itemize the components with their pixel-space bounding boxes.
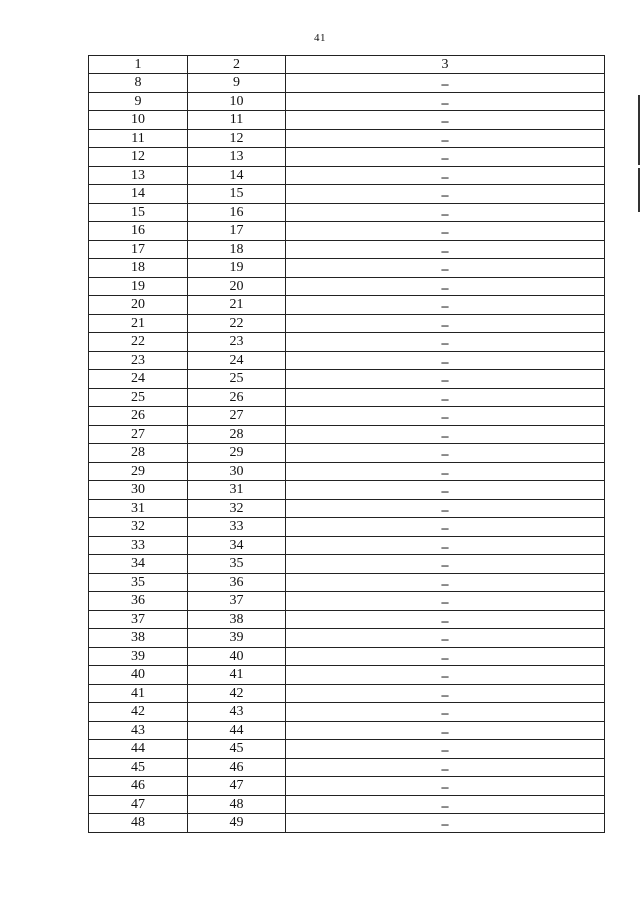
table-cell-col-2: 47 bbox=[188, 777, 286, 796]
table-cell-col-2: 28 bbox=[188, 425, 286, 444]
table-row bbox=[89, 629, 605, 648]
table-cell-col-1: 38 bbox=[89, 629, 188, 648]
dash-mark: – bbox=[441, 225, 449, 241]
table-cell-col-2: 15 bbox=[188, 185, 286, 204]
table-cell-col-1: 24 bbox=[89, 370, 188, 389]
table-cell-col-2: 11 bbox=[188, 111, 286, 130]
table-cell-col-1: 11 bbox=[89, 129, 188, 148]
page-number: 41 bbox=[314, 32, 326, 44]
table-row bbox=[89, 314, 605, 333]
table-cell-col-2: 17 bbox=[188, 222, 286, 241]
table-cell-col-3 bbox=[286, 684, 605, 703]
table-row bbox=[89, 555, 605, 574]
table-cell-col-1: 14 bbox=[89, 185, 188, 204]
dash-mark: – bbox=[441, 114, 449, 130]
table-cell-col-3 bbox=[286, 592, 605, 611]
table-cell-col-1: 25 bbox=[89, 388, 188, 407]
table-cell-col-2: 36 bbox=[188, 573, 286, 592]
dash-mark: – bbox=[441, 132, 449, 148]
table-row bbox=[89, 333, 605, 352]
dash-mark: – bbox=[441, 669, 449, 685]
table-cell-col-2: 42 bbox=[188, 684, 286, 703]
table-row bbox=[89, 740, 605, 759]
table-cell-col-2: 45 bbox=[188, 740, 286, 759]
table-cell-col-1: 47 bbox=[89, 795, 188, 814]
table-cell-col-1: 30 bbox=[89, 481, 188, 500]
table-cell-col-2: 32 bbox=[188, 499, 286, 518]
table-cell-col-3 bbox=[286, 388, 605, 407]
dash-mark: – bbox=[441, 169, 449, 185]
table-row bbox=[89, 407, 605, 426]
table-cell-col-3 bbox=[286, 222, 605, 241]
table-row bbox=[89, 222, 605, 241]
dash-mark: – bbox=[441, 243, 449, 259]
table-cell-col-1: 27 bbox=[89, 425, 188, 444]
table-row bbox=[89, 536, 605, 555]
dash-mark: – bbox=[441, 595, 449, 611]
table-row bbox=[89, 592, 605, 611]
table-cell-col-2: 46 bbox=[188, 758, 286, 777]
column-header-3: 3 bbox=[286, 56, 605, 74]
table-cell-col-1: 19 bbox=[89, 277, 188, 296]
table-body bbox=[89, 56, 605, 833]
table-row bbox=[89, 647, 605, 666]
table-cell-col-3 bbox=[286, 259, 605, 278]
table-row bbox=[89, 111, 605, 130]
table-cell-col-1: 12 bbox=[89, 148, 188, 167]
table-cell-col-3 bbox=[286, 351, 605, 370]
table-row bbox=[89, 481, 605, 500]
table-row bbox=[89, 666, 605, 685]
dash-mark: – bbox=[441, 576, 449, 592]
column-header-2: 2 bbox=[188, 56, 286, 74]
table-cell-col-3 bbox=[286, 407, 605, 426]
table-cell-col-2: 27 bbox=[188, 407, 286, 426]
table-cell-col-3 bbox=[286, 777, 605, 796]
table-cell-col-3 bbox=[286, 111, 605, 130]
table-cell-col-3 bbox=[286, 129, 605, 148]
table-cell-col-2: 18 bbox=[188, 240, 286, 259]
table-row bbox=[89, 684, 605, 703]
table-cell-col-1: 17 bbox=[89, 240, 188, 259]
table-cell-col-2: 10 bbox=[188, 92, 286, 111]
table-cell-col-1: 44 bbox=[89, 740, 188, 759]
table-row bbox=[89, 610, 605, 629]
dash-mark: – bbox=[441, 299, 449, 315]
table-cell-col-1: 34 bbox=[89, 555, 188, 574]
dash-mark: – bbox=[441, 613, 449, 629]
table-cell-col-1: 37 bbox=[89, 610, 188, 629]
table-cell-col-1: 45 bbox=[89, 758, 188, 777]
table-cell-col-1: 8 bbox=[89, 74, 188, 93]
table-cell-col-3 bbox=[286, 296, 605, 315]
table-row bbox=[89, 777, 605, 796]
table-cell-col-2: 33 bbox=[188, 518, 286, 537]
dash-mark: – bbox=[441, 743, 449, 759]
table-cell-col-1: 41 bbox=[89, 684, 188, 703]
table-row bbox=[89, 518, 605, 537]
table-cell-col-1: 32 bbox=[89, 518, 188, 537]
table-cell-col-1: 35 bbox=[89, 573, 188, 592]
table-header-row bbox=[89, 56, 605, 74]
table-cell-col-1: 40 bbox=[89, 666, 188, 685]
table-row bbox=[89, 92, 605, 111]
table-cell-col-1: 28 bbox=[89, 444, 188, 463]
table-cell-col-3 bbox=[286, 814, 605, 833]
dash-mark: – bbox=[441, 780, 449, 796]
table-cell-col-1: 43 bbox=[89, 721, 188, 740]
table-row bbox=[89, 129, 605, 148]
dash-mark: – bbox=[441, 650, 449, 666]
dash-mark: – bbox=[441, 484, 449, 500]
table-cell-col-2: 30 bbox=[188, 462, 286, 481]
table-cell-col-2: 19 bbox=[188, 259, 286, 278]
dash-mark: – bbox=[441, 410, 449, 426]
table-cell-col-3 bbox=[286, 148, 605, 167]
table-cell-col-2: 14 bbox=[188, 166, 286, 185]
dash-mark: – bbox=[441, 798, 449, 814]
table-cell-col-2: 43 bbox=[188, 703, 286, 722]
table-row bbox=[89, 185, 605, 204]
table-cell-col-3 bbox=[286, 647, 605, 666]
table-cell-col-1: 20 bbox=[89, 296, 188, 315]
table-cell-col-3 bbox=[286, 203, 605, 222]
table-cell-col-1: 42 bbox=[89, 703, 188, 722]
table-cell-col-2: 37 bbox=[188, 592, 286, 611]
dash-mark: – bbox=[441, 761, 449, 777]
table-cell-col-1: 33 bbox=[89, 536, 188, 555]
table-cell-col-1: 48 bbox=[89, 814, 188, 833]
table-cell-col-2: 13 bbox=[188, 148, 286, 167]
table-cell-col-3 bbox=[286, 481, 605, 500]
data-table-container bbox=[88, 55, 604, 833]
table-cell-col-2: 25 bbox=[188, 370, 286, 389]
table-cell-col-2: 38 bbox=[188, 610, 286, 629]
dash-mark: – bbox=[441, 373, 449, 389]
dash-mark: – bbox=[441, 206, 449, 222]
table-cell-col-3 bbox=[286, 74, 605, 93]
table-cell-col-3 bbox=[286, 462, 605, 481]
table-row bbox=[89, 462, 605, 481]
dash-mark: – bbox=[441, 687, 449, 703]
table-cell-col-3 bbox=[286, 333, 605, 352]
table-cell-col-2: 29 bbox=[188, 444, 286, 463]
table-cell-col-3 bbox=[286, 166, 605, 185]
table-cell-col-3 bbox=[286, 573, 605, 592]
dash-mark: – bbox=[441, 151, 449, 167]
table-cell-col-3 bbox=[286, 314, 605, 333]
table-cell-col-3 bbox=[286, 277, 605, 296]
table-cell-col-1: 16 bbox=[89, 222, 188, 241]
table-row bbox=[89, 814, 605, 833]
table-cell-col-1: 9 bbox=[89, 92, 188, 111]
table-row bbox=[89, 425, 605, 444]
table-cell-col-2: 49 bbox=[188, 814, 286, 833]
table-cell-col-2: 44 bbox=[188, 721, 286, 740]
table-cell-col-3 bbox=[286, 629, 605, 648]
table-cell-col-1: 36 bbox=[89, 592, 188, 611]
table-row bbox=[89, 203, 605, 222]
table-cell-col-3 bbox=[286, 185, 605, 204]
dash-mark: – bbox=[441, 724, 449, 740]
table-row bbox=[89, 795, 605, 814]
table-row bbox=[89, 444, 605, 463]
table-cell-col-2: 16 bbox=[188, 203, 286, 222]
table-cell-col-3 bbox=[286, 555, 605, 574]
table-cell-col-2: 40 bbox=[188, 647, 286, 666]
table-cell-col-3 bbox=[286, 703, 605, 722]
table-cell-col-1: 46 bbox=[89, 777, 188, 796]
table-cell-col-1: 15 bbox=[89, 203, 188, 222]
table-cell-col-1: 13 bbox=[89, 166, 188, 185]
table-cell-col-3 bbox=[286, 721, 605, 740]
table-row bbox=[89, 721, 605, 740]
table-row bbox=[89, 388, 605, 407]
data-table bbox=[88, 55, 605, 833]
table-row bbox=[89, 370, 605, 389]
table-cell-col-1: 31 bbox=[89, 499, 188, 518]
dash-mark: – bbox=[441, 447, 449, 463]
table-row bbox=[89, 259, 605, 278]
dash-mark: – bbox=[441, 465, 449, 481]
dash-mark: – bbox=[441, 502, 449, 518]
table-cell-col-2: 34 bbox=[188, 536, 286, 555]
table-row bbox=[89, 148, 605, 167]
table-cell-col-2: 24 bbox=[188, 351, 286, 370]
table-cell-col-3 bbox=[286, 795, 605, 814]
dash-mark: – bbox=[441, 817, 449, 833]
dash-mark: – bbox=[441, 262, 449, 278]
dash-mark: – bbox=[441, 521, 449, 537]
dash-mark: – bbox=[441, 354, 449, 370]
dash-mark: – bbox=[441, 428, 449, 444]
table-cell-col-1: 22 bbox=[89, 333, 188, 352]
dash-mark: – bbox=[441, 77, 449, 93]
table-cell-col-1: 10 bbox=[89, 111, 188, 130]
table-cell-col-3 bbox=[286, 444, 605, 463]
column-header-1: 1 bbox=[89, 56, 188, 74]
table-cell-col-3 bbox=[286, 499, 605, 518]
table-cell-col-2: 41 bbox=[188, 666, 286, 685]
dash-mark: – bbox=[441, 632, 449, 648]
table-row bbox=[89, 703, 605, 722]
table-cell-col-3 bbox=[286, 370, 605, 389]
dash-mark: – bbox=[441, 336, 449, 352]
dash-mark: – bbox=[441, 317, 449, 333]
dash-mark: – bbox=[441, 706, 449, 722]
table-row bbox=[89, 351, 605, 370]
table-cell-col-3 bbox=[286, 740, 605, 759]
table-cell-col-3 bbox=[286, 518, 605, 537]
table-row bbox=[89, 277, 605, 296]
dash-mark: – bbox=[441, 280, 449, 296]
table-cell-col-3 bbox=[286, 240, 605, 259]
table-cell-col-2: 26 bbox=[188, 388, 286, 407]
table-row bbox=[89, 166, 605, 185]
table-cell-col-1: 21 bbox=[89, 314, 188, 333]
table-cell-col-3 bbox=[286, 425, 605, 444]
table-row bbox=[89, 573, 605, 592]
table-cell-col-2: 20 bbox=[188, 277, 286, 296]
table-cell-col-3 bbox=[286, 666, 605, 685]
table-cell-col-2: 23 bbox=[188, 333, 286, 352]
dash-mark: – bbox=[441, 188, 449, 204]
table-row bbox=[89, 74, 605, 93]
table-row bbox=[89, 499, 605, 518]
table-cell-col-2: 48 bbox=[188, 795, 286, 814]
table-cell-col-3 bbox=[286, 92, 605, 111]
table-row bbox=[89, 240, 605, 259]
table-cell-col-2: 22 bbox=[188, 314, 286, 333]
table-cell-col-3 bbox=[286, 610, 605, 629]
table-cell-col-3 bbox=[286, 536, 605, 555]
table-row bbox=[89, 758, 605, 777]
table-cell-col-1: 18 bbox=[89, 259, 188, 278]
table-cell-col-2: 31 bbox=[188, 481, 286, 500]
table-row bbox=[89, 296, 605, 315]
table-cell-col-1: 23 bbox=[89, 351, 188, 370]
table-cell-col-1: 39 bbox=[89, 647, 188, 666]
dash-mark: – bbox=[441, 391, 449, 407]
table-cell-col-1: 29 bbox=[89, 462, 188, 481]
table-cell-col-2: 35 bbox=[188, 555, 286, 574]
table-cell-col-2: 39 bbox=[188, 629, 286, 648]
table-cell-col-2: 21 bbox=[188, 296, 286, 315]
table-cell-col-3 bbox=[286, 758, 605, 777]
dash-mark: – bbox=[441, 558, 449, 574]
dash-mark: – bbox=[441, 539, 449, 555]
table-cell-col-1: 26 bbox=[89, 407, 188, 426]
table-cell-col-2: 12 bbox=[188, 129, 286, 148]
dash-mark: – bbox=[441, 95, 449, 111]
table-cell-col-2: 9 bbox=[188, 74, 286, 93]
